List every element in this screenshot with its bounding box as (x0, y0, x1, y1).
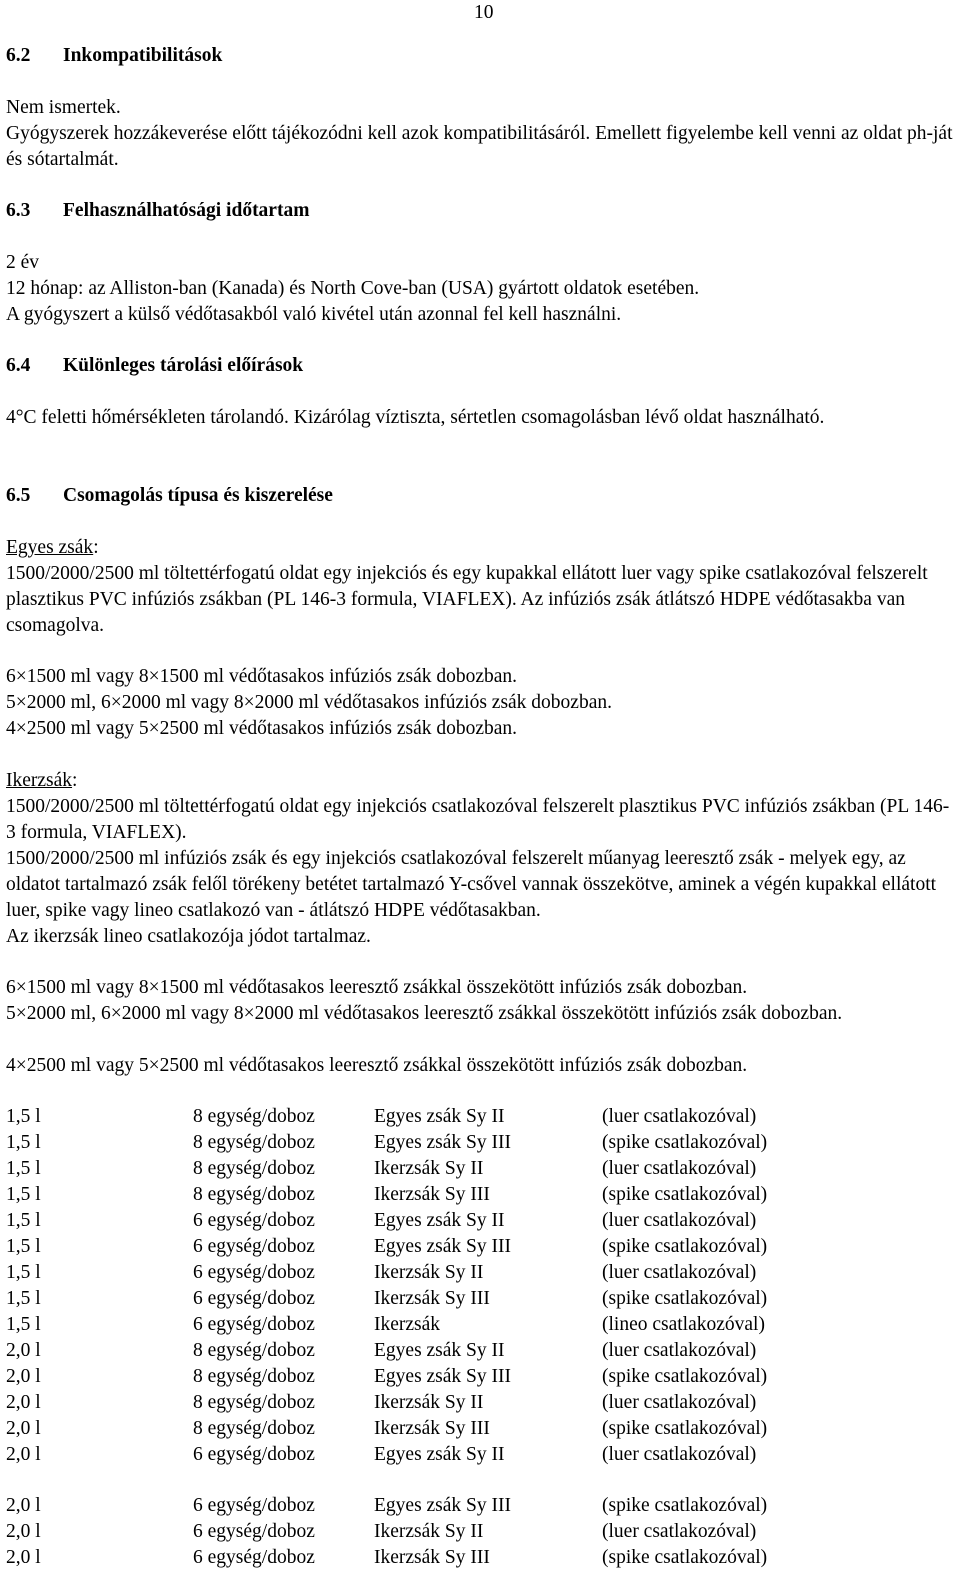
volume-cell: 1,5 l (6, 1210, 41, 1231)
section-6-3-heading (6, 198, 956, 224)
volume-cell: 2,0 l (6, 1547, 41, 1568)
pack-table (6, 1104, 767, 1571)
pack-line: 6×1500 ml vagy 8×1500 ml védőtasakos leeresztő zsákkal összekötött infúziós zsák dobozban. (6, 977, 748, 998)
units-cell: 6 egység/doboz (193, 1314, 315, 1335)
paragraph: Az ikerzsák lineo csatlakozója jódot tartalmaz. (6, 926, 371, 947)
units-cell: 8 egység/doboz (193, 1366, 315, 1387)
bag-type-cell: Egyes zsák Sy II (374, 1210, 505, 1231)
units-cell: 8 egység/doboz (193, 1340, 315, 1361)
units-cell: 8 egység/doboz (193, 1418, 315, 1439)
units-cell: 6 egység/doboz (193, 1444, 315, 1465)
volume-cell: 2,0 l (6, 1444, 41, 1465)
bag-type-cell: Ikerzsák Sy III (374, 1418, 490, 1439)
table-row (6, 1468, 767, 1519)
connector-cell: (luer csatlakozóval) (602, 1262, 757, 1283)
section-number: 6.5 (6, 485, 31, 506)
single-bag-label: Egyes zsák (6, 537, 94, 558)
pack-line: 4×2500 ml vagy 5×2500 ml védőtasakos infúziós zsák dobozban. (6, 718, 518, 739)
section-title: Felhasználhatósági időtartam (63, 200, 310, 221)
section-title: Inkompatibilitások (63, 45, 223, 66)
paragraph: 12 hónap: az Alliston-ban (Kanada) és North Cove-ban (USA) gyártott oldatok esetében. (6, 278, 700, 299)
table-row (6, 1234, 767, 1260)
connector-cell: (luer csatlakozóval) (602, 1210, 757, 1231)
section-number: 6.4 (6, 355, 31, 376)
bag-type-cell: Ikerzsák Sy II (374, 1392, 484, 1413)
bag-type-cell: Egyes zsák Sy II (374, 1340, 505, 1361)
bag-type-cell: Ikerzsák Sy III (374, 1184, 490, 1205)
paragraph: 4°C feletti hőmérsékleten tárolandó. Kizárólag víztiszta, sértetlen csomagolásban lévő oldat használható. (6, 407, 825, 428)
bag-type-cell: Egyes zsák Sy II (374, 1444, 505, 1465)
units-cell: 8 egység/doboz (193, 1184, 315, 1205)
paragraph: 1500/2000/2500 ml töltettérfogatú oldat egy injekciós csatlakozóval felszerelt plasztikus PVC infúziós zsákban (PL 146-3 formula, VIAFLEX). (6, 796, 950, 843)
volume-cell: 1,5 l (6, 1262, 41, 1283)
units-cell: 6 egység/doboz (193, 1547, 315, 1568)
bag-type-cell: Egyes zsák Sy III (374, 1236, 512, 1257)
connector-cell: (luer csatlakozóval) (602, 1521, 757, 1542)
pack-line: 5×2000 ml, 6×2000 ml vagy 8×2000 ml védőtasakos leeresztő zsákkal összekötött infúziós zsák dobozban. (6, 1003, 843, 1024)
bag-type-cell: Egyes zsák Sy III (374, 1366, 512, 1387)
bag-type-cell: Egyes zsák Sy II (374, 1106, 505, 1127)
table-row (6, 1442, 767, 1468)
units-cell: 6 egység/doboz (193, 1521, 315, 1542)
connector-cell: (spike csatlakozóval) (602, 1547, 768, 1568)
connector-cell: (luer csatlakozóval) (602, 1106, 757, 1127)
units-cell: 6 egység/doboz (193, 1262, 315, 1283)
table-row (6, 1390, 767, 1416)
table-row (6, 1416, 767, 1442)
twin-bag-label: Ikerzsák (6, 770, 73, 791)
table-row (6, 1338, 767, 1364)
units-cell: 8 egység/doboz (193, 1106, 315, 1127)
table-row (6, 1312, 767, 1338)
page-number: 10 (474, 2, 494, 23)
connector-cell: (luer csatlakozóval) (602, 1444, 757, 1465)
section-6-4-heading (6, 353, 956, 379)
single-bag-label-line: Egyes zsák: (6, 537, 99, 558)
connector-cell: (luer csatlakozóval) (602, 1392, 757, 1413)
bag-type-cell: Ikerzsák Sy III (374, 1547, 490, 1568)
table-row (6, 1364, 767, 1390)
volume-cell: 1,5 l (6, 1158, 41, 1179)
bag-type-cell: Ikerzsák Sy III (374, 1288, 490, 1309)
units-cell: 6 egység/doboz (193, 1288, 315, 1309)
volume-cell: 2,0 l (6, 1366, 41, 1387)
volume-cell: 1,5 l (6, 1236, 41, 1257)
connector-cell: (spike csatlakozóval) (602, 1288, 768, 1309)
table-row (6, 1130, 767, 1156)
volume-cell: 1,5 l (6, 1132, 41, 1153)
units-cell: 6 egység/doboz (193, 1210, 315, 1231)
connector-cell: (spike csatlakozóval) (602, 1495, 768, 1516)
paragraph: 2 év (6, 252, 40, 273)
paragraph: A gyógyszert a külső védőtasakból való kivétel után azonnal fel kell használni. (6, 304, 622, 325)
volume-cell: 2,0 l (6, 1521, 41, 1542)
section-6-2-heading (6, 43, 956, 69)
section-title: Csomagolás típusa és kiszerelése (63, 485, 333, 506)
table-row (6, 1545, 767, 1571)
volume-cell: 1,5 l (6, 1184, 41, 1205)
connector-cell: (lineo csatlakozóval) (602, 1314, 765, 1335)
table-row (6, 1208, 767, 1234)
bag-type-cell: Egyes zsák Sy III (374, 1495, 512, 1516)
connector-cell: (spike csatlakozóval) (602, 1366, 768, 1387)
volume-cell: 1,5 l (6, 1314, 41, 1335)
volume-cell: 2,0 l (6, 1340, 41, 1361)
units-cell: 6 egység/doboz (193, 1236, 315, 1257)
bag-type-cell: Ikerzsák Sy II (374, 1158, 484, 1179)
volume-cell: 2,0 l (6, 1392, 41, 1413)
connector-cell: (spike csatlakozóval) (602, 1418, 768, 1439)
volume-cell: 1,5 l (6, 1106, 41, 1127)
pack-line: 4×2500 ml vagy 5×2500 ml védőtasakos leeresztő zsákkal összekötött infúziós zsák dobozban. (6, 1055, 748, 1076)
bag-type-cell: Ikerzsák (374, 1314, 441, 1335)
units-cell: 6 egység/doboz (193, 1495, 315, 1516)
volume-cell: 2,0 l (6, 1495, 41, 1516)
connector-cell: (spike csatlakozóval) (602, 1184, 768, 1205)
connector-cell: (spike csatlakozóval) (602, 1132, 768, 1153)
twin-bag-label-line: Ikerzsák: (6, 770, 78, 791)
section-6-5-heading (6, 483, 956, 509)
volume-cell: 1,5 l (6, 1288, 41, 1309)
pack-line: 5×2000 ml, 6×2000 ml vagy 8×2000 ml védőtasakos infúziós zsák dobozban. (6, 692, 612, 713)
pack-line: 6×1500 ml vagy 8×1500 ml védőtasakos infúziós zsák dobozban. (6, 666, 518, 687)
section-number: 6.3 (6, 200, 31, 221)
table-row (6, 1286, 767, 1312)
units-cell: 8 egység/doboz (193, 1392, 315, 1413)
connector-cell: (luer csatlakozóval) (602, 1158, 757, 1179)
table-row (6, 1182, 767, 1208)
bag-type-cell: Ikerzsák Sy II (374, 1521, 484, 1542)
table-row (6, 1104, 767, 1130)
section-title: Különleges tárolási előírások (63, 355, 304, 376)
units-cell: 8 egység/doboz (193, 1158, 315, 1179)
bag-type-cell: Ikerzsák Sy II (374, 1262, 484, 1283)
connector-cell: (luer csatlakozóval) (602, 1340, 757, 1361)
table-row (6, 1156, 767, 1182)
connector-cell: (spike csatlakozóval) (602, 1236, 768, 1257)
paragraph: 1500/2000/2500 ml töltettérfogatú oldat egy injekciós és egy kupakkal ellátott luer vagy spike csatlakozóval felszerelt plasztikus PVC infúziós zsákban (PL 146-3 formula, VIAFLEX). Az infúziós zsák átlátszó HDPE védőtasakba van csomagolva. (6, 563, 928, 636)
table-row (6, 1519, 767, 1545)
paragraph: Nem ismertek. (6, 97, 121, 118)
table-row (6, 1260, 767, 1286)
paragraph: Gyógyszerek hozzákeverése előtt tájékozódni kell azok kompatibilitásáról. Emellett figyelembe kell venni az oldat ph-ját és sótartalmát. (6, 123, 953, 170)
section-number: 6.2 (6, 45, 31, 66)
units-cell: 8 egység/doboz (193, 1132, 315, 1153)
volume-cell: 2,0 l (6, 1418, 41, 1439)
bag-type-cell: Egyes zsák Sy III (374, 1132, 512, 1153)
paragraph: 1500/2000/2500 ml infúziós zsák és egy injekciós csatlakozóval felszerelt műanyag leeresztő zsák - melyek egy, az oldatot tartalmazó zsák felől törékeny betétet tartalmazó Y-csővel vannak összekötve, aminek a végén kupakkal ellátott luer, spike vagy lineo csatlakozó van - átlátszó HDPE védőtasakban. (6, 848, 937, 921)
